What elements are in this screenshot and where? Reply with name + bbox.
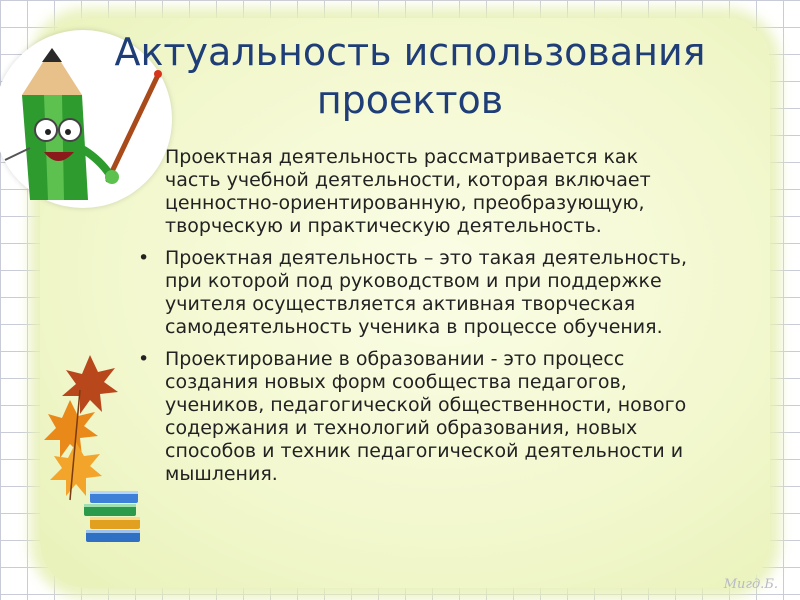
bullet-text: Проектная деятельность рассматривается как часть учебной деятельности, которая включает ценностно-ориентированную, преобразующую, творческую и практическую деятельность.: [165, 146, 651, 237]
bullet-icon: •: [138, 348, 150, 370]
list-item: [138, 146, 758, 238]
list-item: [138, 348, 758, 486]
bullet-text: Проектная деятельность – это такая деятельность, при которой под руководством и при поддержке учителя осуществляется активная творческая самодеятельность ученика в процессе обучения.: [165, 247, 688, 338]
bullet-icon: •: [138, 247, 150, 269]
title-line-1: Актуальность использования: [114, 30, 706, 74]
page-title: [90, 28, 730, 124]
bullet-text: Проектирование в образовании - это процесс создания новых форм сообщества педагогов, учеников, педагогической общественности, нового содержания и технологий образования, новых способов и техник педагогической деятельности и мышления.: [165, 348, 687, 485]
author-signature: Мигд.Б.: [723, 577, 778, 592]
book-stack-icon: [82, 486, 144, 548]
bullet-list: [138, 146, 758, 495]
list-item: [138, 247, 758, 339]
title-line-2: проектов: [316, 78, 504, 122]
